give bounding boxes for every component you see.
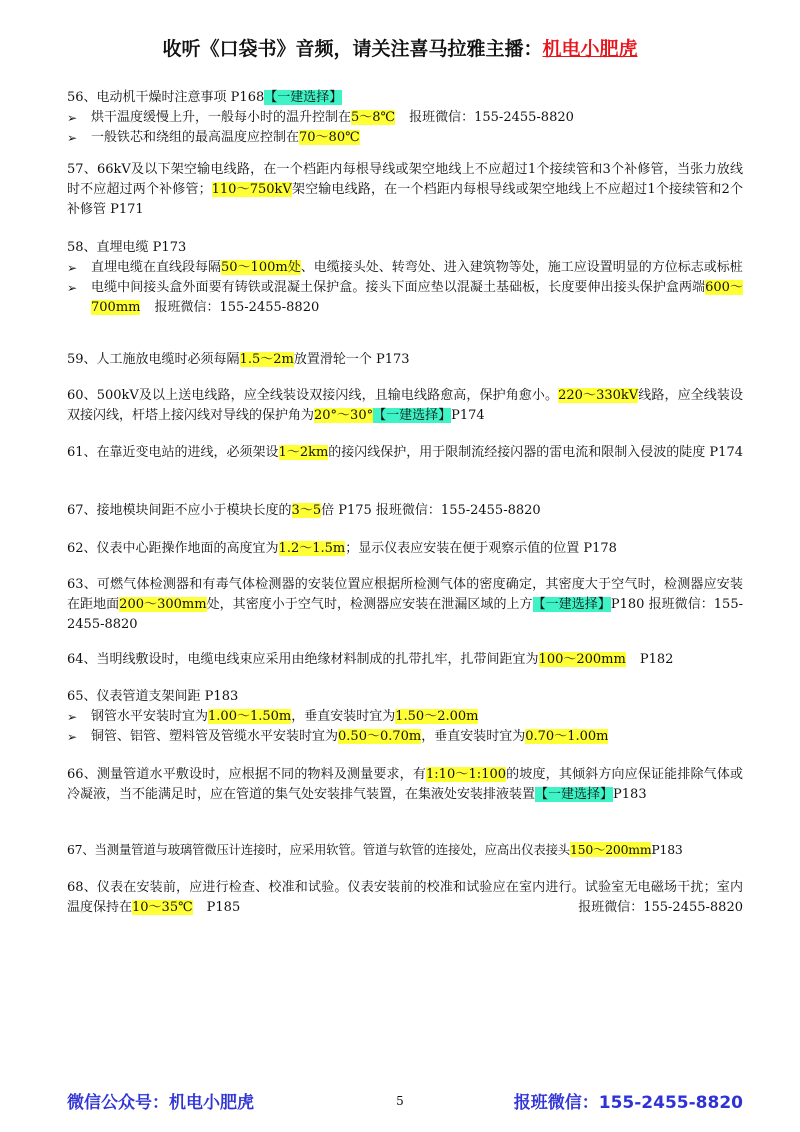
header-brand-link[interactable]: 机电小肥虎 [542,38,638,60]
item-61: 61、在靠近变电站的进线，必须架设1～2km的接闪线保护，用于限制流经接闪器的雷电流和限制入侵波的陡度 P174 [67,445,743,460]
tag-yijian: 【一建选择】 [373,408,452,423]
item-59: 59、人工施放电缆时必须每隔1.5～2m放置滑轮一个 P173 [67,352,410,367]
bullet: ➢ 钢管水平安装时宜为1.00～1.50m，垂直安装时宜为1.50～2.00m [67,707,743,727]
arrow-bullet-icon: ➢ [67,261,78,275]
item-67-grounding: 67、接地模块间距不应小于模块长度的3～5倍 P175 报班微信：155-2455-8820 [67,503,541,518]
item-68: 68、仪表在安装前，应进行检查、校准和试验。仪表安装前的校准和试验应在室内进行。试验室无电磁场干扰；室内温度保持在10～35℃ P185 报班微信：155-2455-8820 [67,880,743,915]
arrow-bullet-icon: ➢ [67,111,78,125]
bullet: ➢ 直埋电缆在直线段每隔50～100m处、电缆接头处、转弯处、进入建筑物等处，施工应设置明显的方位标志或标桩 [67,258,743,278]
page-header [0,34,800,61]
arrow-bullet-icon: ➢ [67,710,78,724]
bullet: ➢ 电缆中间接头盒外面要有铸铁或混凝土保护盒。接头下面应垫以混凝土基础板，长度要伸出接头保护盒两端600～700mm 报班微信：155-2455-8820 [67,280,743,315]
arrow-bullet-icon: ➢ [67,131,78,145]
item-65 [67,687,743,747]
item-64: 64、当明线敷设时，电缆电线束应采用由绝缘材料制成的扎带扎牢，扎带间距宜为100～200mm P182 [67,652,674,667]
bullet: ➢ 一般铁芯和绕组的最高温度应控制在70～80℃ [67,128,743,148]
bullet: ➢ 铜管、铝管、塑料管及管缆水平安装时宜为0.50～0.70m，垂直安装时宜为0.70～1.00m [67,727,743,747]
tag-yijian: 【一建选择】 [264,90,343,105]
item-58 [67,238,743,318]
item-66: 66、测量管道水平敷设时，应根据不同的物料及测量要求，有1:10～1:100的坡度，其倾斜方向应保证能排除气体或冷凝液，当不能满足时，应在管道的集气处安装排气装置，在集液处安装排液装置【一建选择】P183 [67,767,743,802]
item-60: 60、500kV及以上送电线路，应全线装设双接闪线，且输电线路愈高，保护角愈小。220～330kV线路，应全线装设双接闪线，杆塔上接闪线对导线的保护角为20°～30°【一建选择】P174 [67,388,743,423]
page-number: 5 [396,1094,404,1108]
item-62: 62、仪表中心距操作地面的高度宜为1.2～1.5m；显示仪表应安装在便于观察示值的位置 P178 [67,541,617,556]
footer-wechat-account: 微信公众号：机电小肥虎 [67,1093,254,1113]
tag-yijian: 【一建选择】 [532,597,611,612]
arrow-bullet-icon: ➢ [67,281,78,295]
item-58-title: 58、直埋电缆 P173 [67,240,187,255]
item-56 [67,88,743,148]
header-title: 收听《口袋书》音频，请关注喜马拉雅主播： [162,38,543,60]
footer-wechat-contact: 报班微信：155-2455-8820 [513,1093,743,1113]
tag-yijian: 【一建选择】 [535,787,614,802]
arrow-bullet-icon: ➢ [67,730,78,744]
item-63: 63、可燃气体检测器和有毒气体检测器的安装位置应根据所检测气体的密度确定，其密度大于空气时，检测器应安装在距地面200～300mm处，其密度小于空气时，检测器应安装在泄漏区域的上方【一建选择】P180 报班微信：155-2455-8820 [67,577,743,632]
item-65-title: 65、仪表管道支架间距 P183 [67,689,239,704]
item-67-pipe: 67、当测量管道与玻璃管微压计连接时，应采用软管。管道与软管的连接处，应高出仪表接头150～200mmP183 [67,842,683,857]
item-57: 57、66kV及以下架空输电线路，在一个档距内每根导线或架空地线上不应超过1个接续管和3个补修管，当张力放线时不应超过两个补修管；110～750kV架空输电线路，在一个档距内每根导线或架空地线上不应超过1个接续管和2个补修管 P171 [67,162,743,217]
item-56-title: 56、电动机干燥时注意事项 P168【一建选择】 [67,90,343,105]
bullet: ➢ 烘干温度缓慢上升，一般每小时的温升控制在5～8℃ 报班微信：155-2455-8820 [67,108,743,128]
